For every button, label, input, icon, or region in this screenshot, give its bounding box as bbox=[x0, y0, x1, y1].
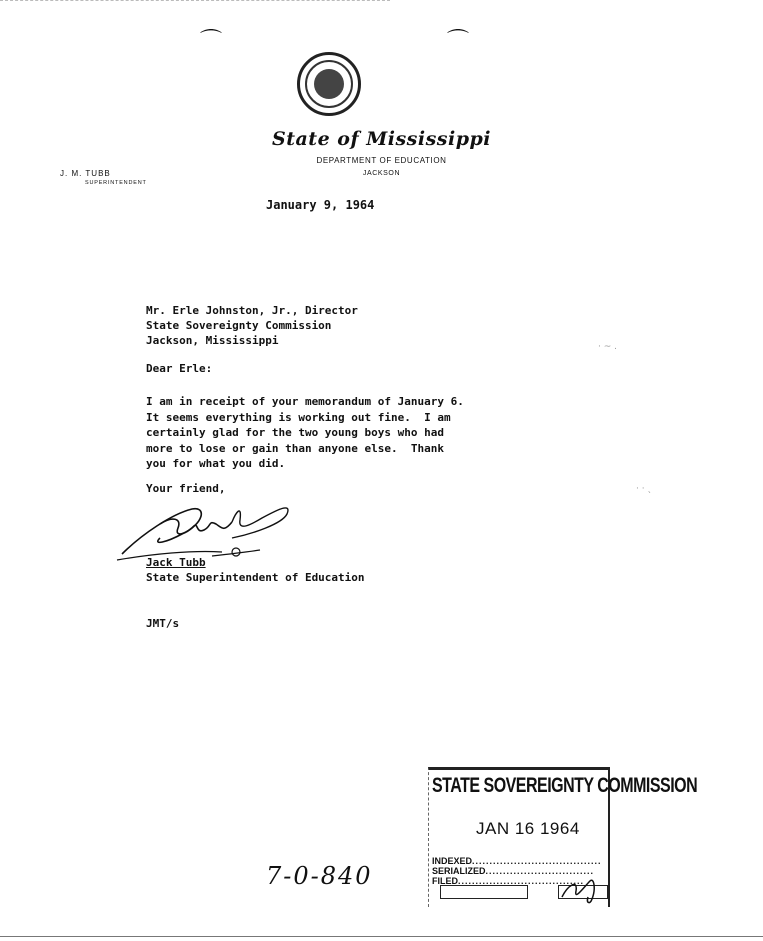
punch-mark-left: ⌒ bbox=[200, 29, 223, 54]
scan-edge-line bbox=[0, 0, 390, 1]
letterhead-official-title: SUPERINTENDENT bbox=[85, 180, 147, 186]
body-line: you for what you did. bbox=[146, 457, 286, 470]
closing: Your friend, bbox=[146, 482, 226, 495]
stamp-filed-label: FILED bbox=[432, 876, 458, 886]
letterhead-state-name: State of Mississippi bbox=[271, 128, 491, 150]
letter-date: January 9, 1964 bbox=[266, 198, 375, 212]
body-line: I am in receipt of your memorandum of January 6. bbox=[146, 395, 464, 408]
recipient-line: State Sovereignty Commission bbox=[146, 319, 332, 332]
scan-speck: · · ˎ bbox=[636, 484, 652, 494]
recipient-address bbox=[146, 303, 358, 348]
letterhead-official-name: J. M. TUBB bbox=[60, 169, 111, 178]
recipient-line: Jackson, Mississippi bbox=[146, 334, 279, 347]
file-number: 7-0-840 bbox=[266, 862, 373, 890]
stamp-serialized-label: SERIALIZED bbox=[432, 866, 486, 876]
handwritten-signature bbox=[112, 494, 302, 566]
letterhead-city: JACKSON bbox=[362, 170, 401, 177]
body-line: more to lose or gain than anyone else. Thank bbox=[146, 441, 445, 455]
body-line: certainly glad for the two young boys who had bbox=[146, 426, 445, 439]
stamp-date: JAN 16 1964 bbox=[476, 819, 580, 838]
stamp-box bbox=[440, 885, 528, 899]
stamp-indexed-label: INDEXED bbox=[432, 856, 473, 866]
letter-body bbox=[146, 394, 464, 472]
punch-mark-right: ⌒ bbox=[447, 29, 470, 54]
state-seal-logo bbox=[297, 52, 361, 116]
received-stamp: STATE SOVEREIGNTY COMMISSION JAN 16 1964 INDEXED..................................... SERIALIZED............................... FILED.................................... bbox=[428, 767, 610, 907]
stamp-handwritten-initials bbox=[556, 867, 606, 907]
signer-name: Jack Tubb bbox=[146, 556, 206, 569]
body-line: It seems everything is working out fine. I am bbox=[146, 410, 451, 424]
stamp-header: STATE SOVEREIGNTY COMMISSION bbox=[432, 775, 698, 798]
scan-edge-line bbox=[0, 936, 763, 937]
salutation: Dear Erle: bbox=[146, 362, 213, 375]
signer-title: State Superintendent of Education bbox=[146, 571, 365, 584]
letterhead-department: DEPARTMENT OF EDUCATION bbox=[316, 156, 447, 165]
recipient-line: Mr. Erle Johnston, Jr., Director bbox=[146, 304, 358, 317]
typist-initials: JMT/s bbox=[146, 617, 180, 630]
scan-speck: · ~ . bbox=[598, 342, 617, 352]
